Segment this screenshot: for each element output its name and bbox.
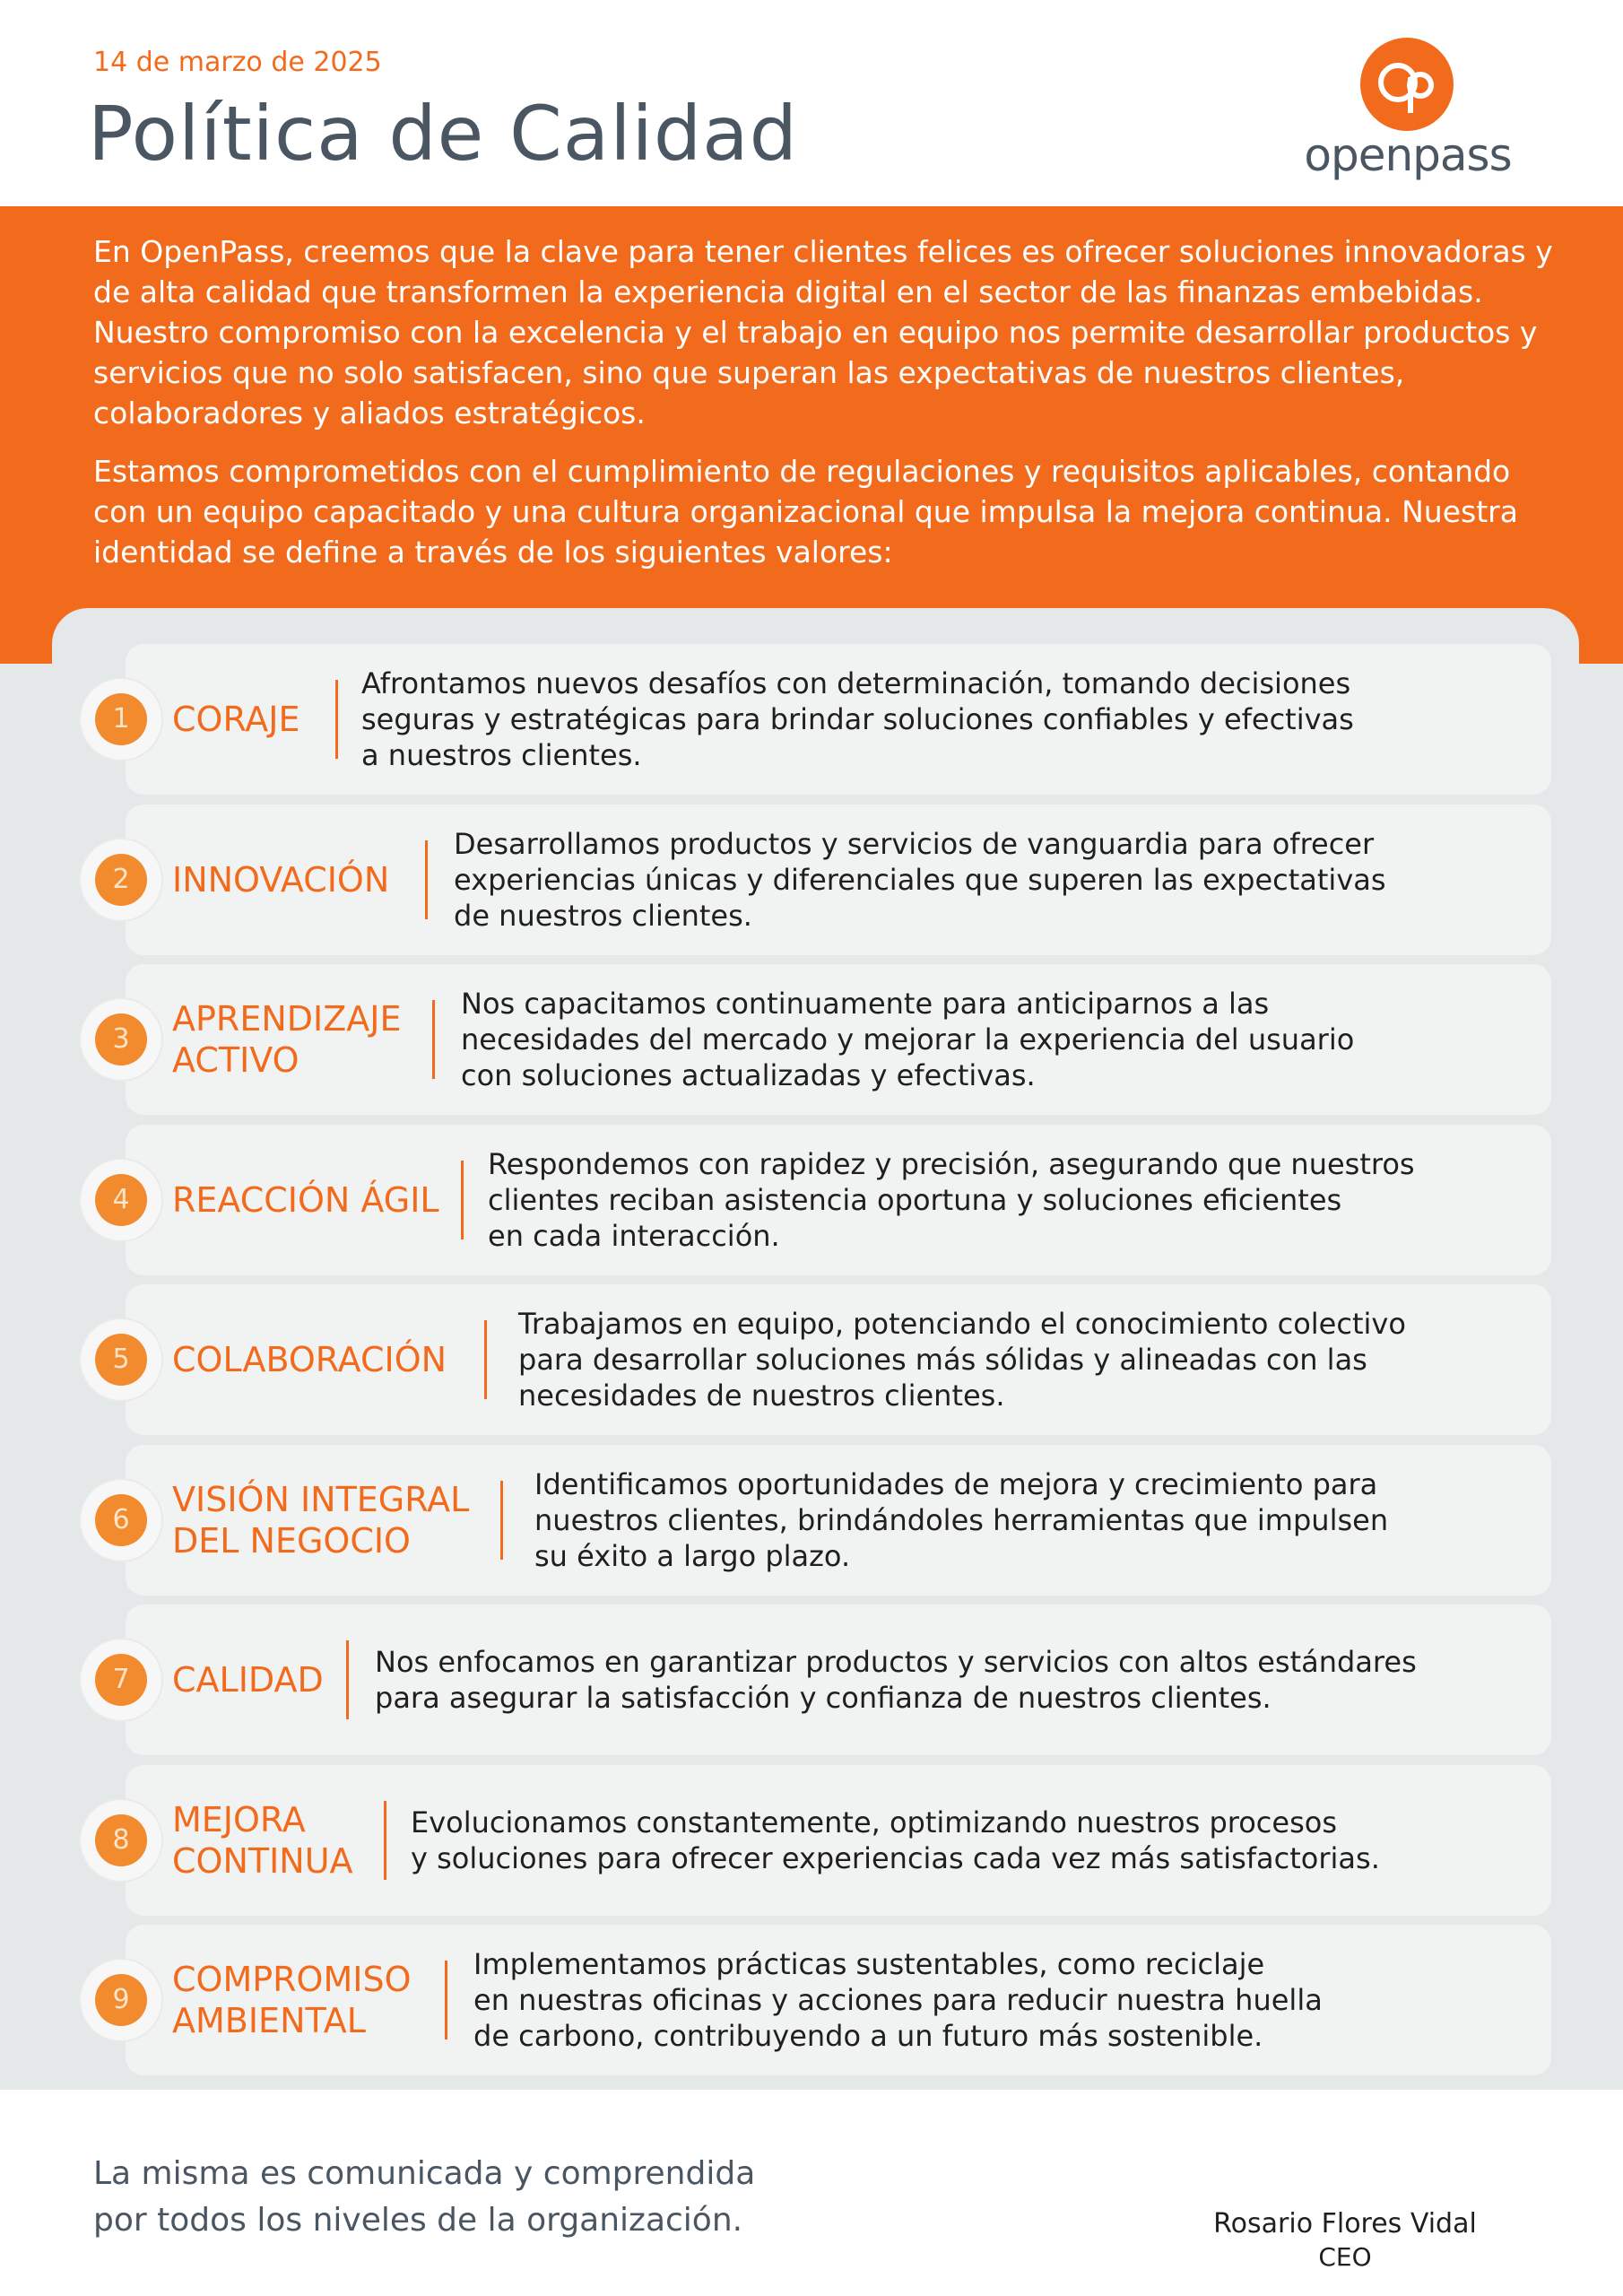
- value-description-line: su éxito a largo plazo.: [534, 1539, 851, 1573]
- value-name-line: CONTINUA: [172, 1841, 353, 1881]
- value-description-line: a nuestros clientes.: [361, 738, 642, 772]
- value-divider: [461, 1161, 464, 1239]
- value-name-line: CALIDAD: [172, 1660, 324, 1700]
- header: [0, 0, 1623, 206]
- value-description-line: necesidades de nuestros clientes.: [518, 1378, 1005, 1413]
- value-description: [461, 986, 1354, 1093]
- value-description-line: de carbono, contribuyendo a un futuro más sostenible.: [473, 2019, 1263, 2053]
- value-name-line: AMBIENTAL: [172, 2001, 366, 2040]
- value-number: 6: [95, 1494, 147, 1546]
- value-description-line: para desarrollar soluciones más sólidas y alineadas con las: [518, 1343, 1367, 1377]
- communication-line: por todos los niveles de la organización.: [93, 2202, 743, 2239]
- value-description-line: en cada interacción.: [488, 1219, 780, 1253]
- value-name: [172, 1799, 353, 1882]
- document-date: 14 de marzo de 2025: [93, 47, 382, 78]
- value-description: [488, 1146, 1415, 1254]
- value-description-line: clientes reciban asistencia oportuna y soluciones eficientes: [488, 1183, 1342, 1217]
- value-description-line: Identificamos oportunidades de mejora y crecimiento para: [534, 1467, 1378, 1501]
- value-name-line: VISIÓN INTEGRAL: [172, 1480, 470, 1519]
- value-number-badge: [81, 999, 161, 1080]
- value-name: [172, 1179, 439, 1221]
- value-description: [454, 826, 1386, 934]
- logo-circle: [1360, 38, 1454, 131]
- value-description: [518, 1306, 1406, 1413]
- value-number-badge: [81, 679, 161, 760]
- value-description-line: Nos capacitamos continuamente para anticiparnos a las: [461, 987, 1270, 1021]
- value-name: [172, 1659, 324, 1700]
- value-name-line: APRENDIZAJE: [172, 999, 402, 1039]
- value-name: [172, 998, 401, 1081]
- value-divider: [346, 1640, 349, 1719]
- value-description-line: Afrontamos nuevos desafíos con determinación, tomando decisiones: [361, 666, 1351, 700]
- value-divider: [425, 840, 428, 919]
- value-name-line: MEJORA: [172, 1800, 306, 1839]
- value-name: [172, 1479, 469, 1561]
- value-number: 5: [95, 1334, 147, 1386]
- value-divider: [484, 1320, 487, 1399]
- value-description-line: Implementamos prácticas sustentables, como reciclaje: [473, 1947, 1265, 1981]
- value-description: [534, 1466, 1388, 1574]
- logo-mark-icon: [1360, 38, 1454, 131]
- value-number-badge: [81, 839, 161, 920]
- signatory-role: CEO: [1318, 2242, 1372, 2272]
- value-divider: [384, 1801, 386, 1880]
- value-description: [411, 1805, 1380, 1876]
- value-name: [172, 1339, 447, 1380]
- value-name-line: DEL NEGOCIO: [172, 1521, 411, 1561]
- intro-paragraph-1: En OpenPass, creemos que la clave para tener clientes felices es ofrecer soluciones innovadoras y de alta calidad que transformen la experiencia digital en el sector de las finanzas embebidas. Nuestro compromiso con la excelencia y el trabajo en equipo nos permite desarrollar productos y servicios que no solo satisfacen, sino que superan las expectativas de nuestros clientes, colaboradores y aliados estratégicos.: [93, 234, 1553, 430]
- value-number-badge: [81, 1319, 161, 1400]
- value-description-line: con soluciones actualizadas y efectivas.: [461, 1058, 1036, 1092]
- value-number: 7: [95, 1654, 147, 1706]
- value-name-line: CORAJE: [172, 700, 300, 739]
- value-number-badge: [81, 1160, 161, 1240]
- intro-paragraph-2: Estamos comprometidos con el cumplimiento de regulaciones y requisitos aplicables, contando con un equipo capacitado y una cultura organizacional que impulsa la mejora continua. Nuestra identidad se define a través de los siguientes valores:: [93, 454, 1518, 570]
- value-name: [172, 859, 389, 900]
- value-number: 9: [95, 1974, 147, 2026]
- value-number: 1: [95, 693, 147, 745]
- value-number: 3: [95, 1013, 147, 1065]
- value-name-line: COMPROMISO: [172, 1960, 412, 1999]
- value-description-line: de nuestros clientes.: [454, 899, 752, 933]
- value-divider: [500, 1481, 503, 1560]
- logo-wordmark: openpass: [1304, 129, 1512, 181]
- value-description-line: necesidades del mercado y mejorar la experiencia del usuario: [461, 1022, 1355, 1057]
- value-number-badge: [81, 1960, 161, 2040]
- intro-text: [93, 231, 1564, 590]
- value-name-line: COLABORACIÓN: [172, 1340, 447, 1379]
- signatory-name: Rosario Flores Vidal: [1213, 2208, 1477, 2239]
- value-description: [375, 1644, 1417, 1716]
- value-divider: [445, 1961, 447, 2039]
- value-name: [172, 699, 300, 740]
- value-description-line: Nos enfocamos en garantizar productos y servicios con altos estándares: [375, 1645, 1417, 1679]
- value-description-line: Evolucionamos constantemente, optimizando nuestros procesos: [411, 1805, 1337, 1839]
- value-name: [172, 1959, 411, 2041]
- value-number: 4: [95, 1174, 147, 1226]
- value-number-badge: [81, 1800, 161, 1881]
- value-description-line: seguras y estratégicas para brindar soluciones confiables y efectivas: [361, 702, 1354, 736]
- value-description-line: Desarrollamos productos y servicios de vanguardia para ofrecer: [454, 827, 1375, 861]
- value-description: [361, 665, 1354, 773]
- communication-statement: [93, 2151, 755, 2244]
- value-divider: [335, 680, 338, 759]
- value-name-line: REACCIÓN ÁGIL: [172, 1180, 439, 1220]
- value-description-line: Respondemos con rapidez y precisión, asegurando que nuestros: [488, 1147, 1415, 1181]
- value-number: 2: [95, 854, 147, 906]
- communication-line: La misma es comunicada y comprendida: [93, 2155, 756, 2192]
- value-description-line: nuestros clientes, brindándoles herramientas que impulsen: [534, 1503, 1389, 1537]
- value-name-line: INNOVACIÓN: [172, 860, 390, 900]
- page-title: Política de Calidad: [88, 90, 798, 178]
- value-description-line: y soluciones para ofrecer experiencias cada vez más satisfactorias.: [411, 1841, 1380, 1875]
- openpass-logo: [1296, 38, 1520, 190]
- value-number-badge: [81, 1480, 161, 1561]
- value-description-line: Trabajamos en equipo, potenciando el conocimiento colectivo: [518, 1307, 1406, 1341]
- value-description-line: para asegurar la satisfacción y confianza de nuestros clientes.: [375, 1681, 1271, 1715]
- value-divider: [432, 1000, 435, 1079]
- value-description-line: experiencias únicas y diferenciales que superen las expectativas: [454, 863, 1386, 897]
- value-name-line: ACTIVO: [172, 1040, 299, 1080]
- value-description: [473, 1946, 1323, 2054]
- value-number: 8: [95, 1814, 147, 1866]
- value-number-badge: [81, 1639, 161, 1720]
- value-description-line: en nuestras oficinas y acciones para reducir nuestra huella: [473, 1983, 1323, 2017]
